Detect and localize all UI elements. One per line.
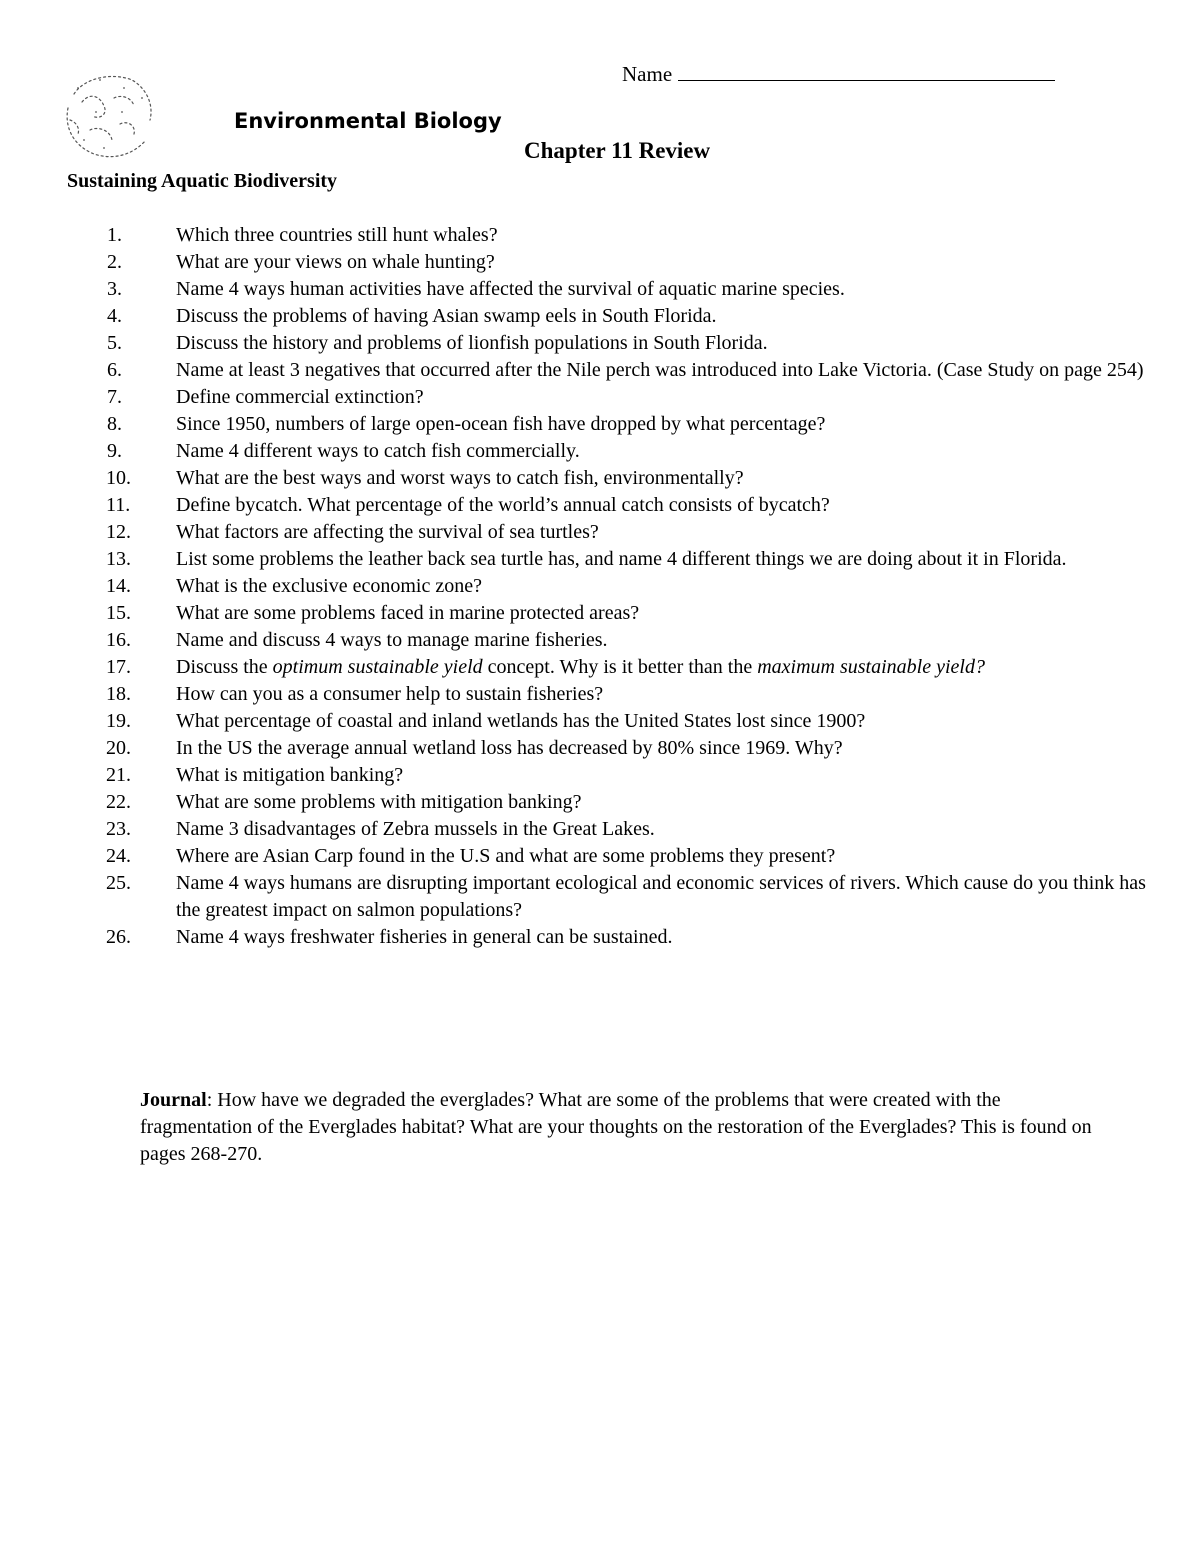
question-text-segment: Discuss the: [176, 656, 273, 678]
question-number: 11.: [106, 494, 131, 516]
question-text-segment: Which three countries still hunt whales?: [176, 224, 498, 246]
question-text: [176, 737, 843, 759]
question-text-segment: Name 4 ways human activities have affected the survival of aquatic marine species.: [176, 278, 845, 300]
question-item: [67, 735, 1147, 762]
name-field[interactable]: [622, 60, 1055, 88]
question-number: 22.: [106, 791, 131, 813]
question-text: [176, 278, 845, 300]
question-text: [176, 575, 482, 597]
question-text-segment: In the US the average annual wetland loss has decreased by 80% since 1969. Why?: [176, 737, 843, 759]
question-number: 19.: [106, 710, 131, 732]
question-item: [67, 924, 1147, 951]
name-label: Name: [622, 62, 673, 86]
question-text-italic: maximum sustainable yield?: [757, 656, 985, 678]
question-number: 24.: [106, 845, 131, 867]
question-text: [176, 305, 717, 327]
question-number: 3.: [107, 278, 122, 300]
question-number: 7.: [107, 386, 122, 408]
question-text-segment: Define commercial extinction?: [176, 386, 424, 408]
question-text: [176, 359, 1144, 381]
question-text-segment: Discuss the problems of having Asian swamp eels in South Florida.: [176, 305, 717, 327]
question-text-segment: What are some problems faced in marine protected areas?: [176, 602, 640, 624]
question-text: [176, 656, 985, 678]
question-text: [176, 791, 581, 813]
question-item: [67, 357, 1147, 384]
question-text: [176, 251, 495, 273]
question-text-italic: optimum sustainable yield: [272, 656, 483, 678]
question-text-segment: Name 4 ways humans are disrupting important ecological and economic services of rivers. Which cause do you think has the greatest impact on salmon populations?: [176, 872, 1146, 921]
question-text: [176, 683, 603, 705]
question-text-segment: What is mitigation banking?: [176, 764, 404, 786]
question-item: [67, 654, 1147, 681]
question-item: [67, 681, 1147, 708]
question-number: 2.: [107, 251, 122, 273]
question-item: [67, 627, 1147, 654]
question-text: [176, 440, 580, 462]
question-item: [67, 546, 1147, 573]
question-text: [176, 413, 825, 435]
question-number: 14.: [106, 575, 131, 597]
course-title: Environmental Biology: [234, 109, 502, 133]
question-text: [176, 818, 655, 840]
question-number: 23.: [106, 818, 131, 840]
name-blank-line[interactable]: [678, 60, 1055, 81]
question-text-segment: List some problems the leather back sea turtle has, and name 4 different things we are doing about it in Florida.: [176, 548, 1067, 570]
question-item: [67, 222, 1147, 249]
question-number: 5.: [107, 332, 122, 354]
question-number: 15.: [106, 602, 131, 624]
question-text-segment: Name and discuss 4 ways to manage marine fisheries.: [176, 629, 608, 651]
question-number: 20.: [106, 737, 131, 759]
journal-label: Journal: [140, 1089, 207, 1111]
question-number: 8.: [107, 413, 122, 435]
journal-text: : How have we degraded the everglades? What are some of the problems that were created with the fragmentation of the Everglades habitat? What are your thoughts on the restoration of the Everglades? This is found on pages 268-270.: [140, 1089, 1092, 1165]
globe-logo-icon: [60, 68, 156, 162]
question-text: [176, 845, 835, 867]
question-text-segment: Where are Asian Carp found in the U.S and what are some problems they present?: [176, 845, 836, 867]
question-item: [67, 465, 1147, 492]
question-number: 18.: [106, 683, 131, 705]
question-text-segment: What is the exclusive economic zone?: [176, 575, 482, 597]
question-number: 9.: [107, 440, 122, 462]
question-text-segment: Name 4 ways freshwater fisheries in general can be sustained.: [176, 926, 673, 948]
question-number: 10.: [106, 467, 131, 489]
question-item: [67, 789, 1147, 816]
question-text: [176, 926, 672, 948]
question-item: [67, 600, 1147, 627]
question-item: [67, 519, 1147, 546]
question-item: [67, 762, 1147, 789]
question-text-segment: Name at least 3 negatives that occurred after the Nile perch was introduced into Lake Victoria. (Case Study on page 254): [176, 359, 1144, 381]
question-text: [176, 872, 1146, 921]
question-text-segment: What factors are affecting the survival of sea turtles?: [176, 521, 599, 543]
question-number: 16.: [106, 629, 131, 651]
question-text: [176, 764, 403, 786]
question-text-segment: Discuss the history and problems of lionfish populations in South Florida.: [176, 332, 768, 354]
question-text-segment: What percentage of coastal and inland wetlands has the United States lost since 1900?: [176, 710, 866, 732]
question-text: [176, 494, 830, 516]
question-item: [67, 438, 1147, 465]
question-text-segment: Name 4 different ways to catch fish commercially.: [176, 440, 580, 462]
question-item: [67, 816, 1147, 843]
question-item: [67, 492, 1147, 519]
question-text-segment: What are the best ways and worst ways to catch fish, environmentally?: [176, 467, 744, 489]
question-text-segment: Define bycatch. What percentage of the world’s annual catch consists of bycatch?: [176, 494, 830, 516]
question-text-segment: Name 3 disadvantages of Zebra mussels in the Great Lakes.: [176, 818, 655, 840]
question-item: [67, 276, 1147, 303]
question-text: [176, 602, 639, 624]
question-text: [176, 629, 608, 651]
question-item: [67, 249, 1147, 276]
question-text-segment: concept. Why is it better than the: [482, 656, 758, 678]
question-number: 4.: [107, 305, 122, 327]
question-number: 17.: [106, 656, 131, 678]
question-number: 13.: [106, 548, 131, 570]
question-text-segment: Since 1950, numbers of large open-ocean fish have dropped by what percentage?: [176, 413, 826, 435]
question-item: [67, 708, 1147, 735]
question-number: 6.: [107, 359, 122, 381]
question-list: [67, 222, 1147, 951]
question-item: [67, 843, 1147, 870]
question-text: [176, 710, 865, 732]
question-text-segment: How can you as a consumer help to sustain fisheries?: [176, 683, 604, 705]
question-text-segment: What are some problems with mitigation banking?: [176, 791, 582, 813]
question-item: [67, 330, 1147, 357]
question-text: [176, 332, 768, 354]
question-number: 21.: [106, 764, 131, 786]
question-item: [67, 384, 1147, 411]
question-item: [67, 303, 1147, 330]
section-title: Sustaining Aquatic Biodiversity: [67, 170, 338, 192]
question-text-segment: What are your views on whale hunting?: [176, 251, 495, 273]
question-text: [176, 548, 1067, 570]
question-text: [176, 386, 424, 408]
journal-prompt: [140, 1087, 1100, 1168]
question-text: [176, 224, 498, 246]
question-item: [67, 870, 1147, 924]
question-number: 25.: [106, 872, 131, 894]
question-text: [176, 521, 599, 543]
question-number: 26.: [106, 926, 131, 948]
chapter-title: Chapter 11 Review: [524, 138, 711, 163]
question-item: [67, 573, 1147, 600]
question-number: 12.: [106, 521, 131, 543]
question-number: 1.: [107, 224, 122, 246]
question-item: [67, 411, 1147, 438]
question-text: [176, 467, 744, 489]
